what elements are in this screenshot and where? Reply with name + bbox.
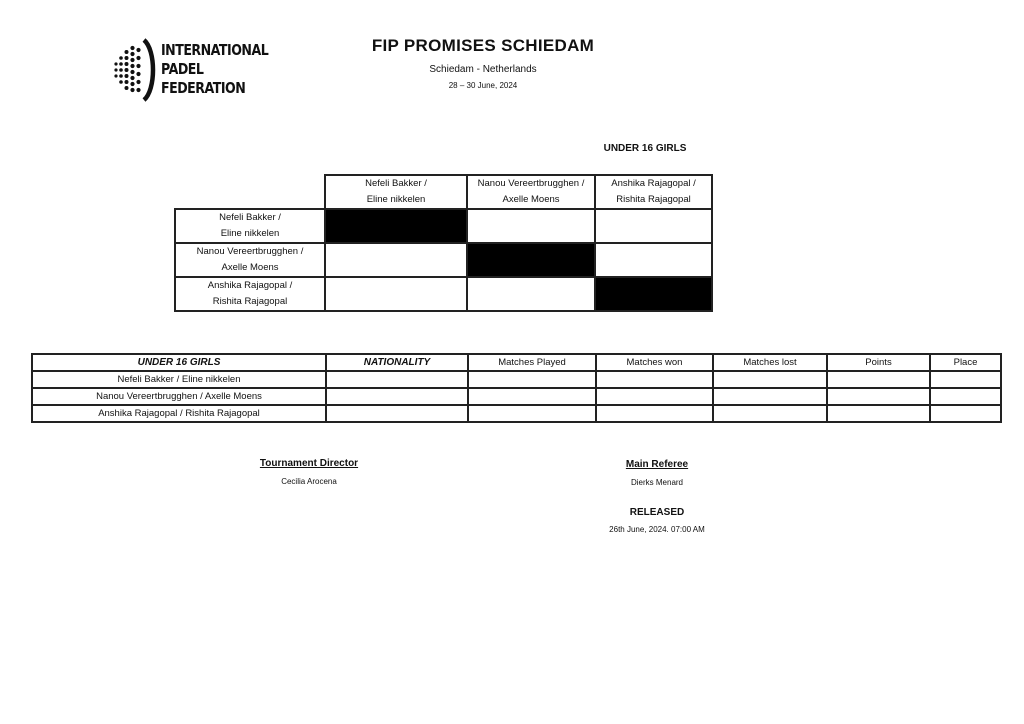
- standings-cell: [326, 371, 468, 388]
- grid-row-header-1-line2: Eline nikkelen: [220, 228, 280, 239]
- standings-cell: [713, 371, 827, 388]
- standings-cell: [326, 405, 468, 422]
- standings-cell: [827, 405, 930, 422]
- standings-team-name: Nanou Vereertbrugghen / Axelle Moens: [32, 388, 326, 405]
- standings-cell: [596, 371, 713, 388]
- standings-header-points: Points: [827, 354, 930, 371]
- grid-blocked-cell: [325, 209, 467, 243]
- fip-logo-wordmark: [161, 41, 268, 98]
- standings-cell: [468, 371, 596, 388]
- grid-score-cell: [325, 243, 467, 277]
- released-date: 26th June, 2024. 07:00 AM: [609, 525, 705, 534]
- grid-col-header-3: [595, 175, 712, 209]
- standings-cell: [930, 371, 1001, 388]
- standings-cell: [468, 405, 596, 422]
- main-referee-name: Dierks Menard: [630, 478, 683, 487]
- tournament-dates: 28 – 30 June, 2024: [448, 81, 518, 90]
- grid-corner-cell: [175, 175, 325, 209]
- standings-cell: [930, 388, 1001, 405]
- grid-row-header-2-line2: Axelle Moens: [221, 262, 279, 273]
- standings-header-won: Matches won: [596, 354, 713, 371]
- standings-cell: [713, 405, 827, 422]
- grid-row-header-2-line1: Nanou Vereertbrugghen /: [196, 246, 304, 257]
- standings-cell: [713, 388, 827, 405]
- standings-cell: [930, 405, 1001, 422]
- standings-header-category: UNDER 16 GIRLS: [32, 354, 326, 371]
- grid-score-cell: [467, 209, 595, 243]
- standings-cell: [827, 371, 930, 388]
- logo-line-3: FEDERATION: [161, 79, 246, 97]
- standings-team-name: Nefeli Bakker / Eline nikkelen: [32, 371, 326, 388]
- standings-header-lost: Matches lost: [713, 354, 827, 371]
- grid-row-header-1-line1: Nefeli Bakker /: [219, 212, 281, 223]
- logo-line-2: PADEL: [161, 60, 204, 78]
- fip-logo-mark-icon: [112, 38, 156, 102]
- grid-col-header-1-line2: Eline nikkelen: [366, 194, 426, 205]
- grid-row-1: [175, 209, 712, 243]
- grid-col-header-1-line1: Nefeli Bakker /: [365, 178, 427, 189]
- grid-col-header-2: [467, 175, 595, 209]
- standings-cell: [596, 405, 713, 422]
- grid-row-header-3-line1: Anshika Rajagopal /: [207, 280, 293, 291]
- table-row: [32, 405, 1001, 422]
- grid-score-cell: [325, 277, 467, 311]
- grid-blocked-cell: [595, 277, 712, 311]
- tournament-director-name: Cecilia Arocena: [281, 477, 337, 486]
- logo-line-1: INTERNATIONAL: [161, 41, 269, 59]
- main-referee-title: Main Referee: [625, 459, 689, 470]
- standings-cell: [326, 388, 468, 405]
- standings-header-nationality: NATIONALITY: [326, 354, 468, 371]
- grid-col-header-2-line1: Nanou Vereertbrugghen /: [477, 178, 585, 189]
- table-row: [32, 388, 1001, 405]
- round-robin-grid: [174, 174, 713, 312]
- standings-header-row: [32, 354, 1001, 371]
- grid-col-header-3-line2: Rishita Rajagopal: [616, 194, 691, 205]
- tournament-director-title: Tournament Director: [259, 458, 359, 469]
- grid-col-header-3-line1: Anshika Rajagopal /: [611, 178, 696, 189]
- standings-team-name: Anshika Rajagopal / Rishita Rajagopal: [32, 405, 326, 422]
- standings-table: [31, 353, 1002, 423]
- grid-col-header-2-line2: Axelle Moens: [502, 194, 560, 205]
- table-row: [32, 371, 1001, 388]
- grid-row-3: [175, 277, 712, 311]
- standings-header-played: Matches Played: [468, 354, 596, 371]
- standings-header-place: Place: [930, 354, 1001, 371]
- standings-cell: [596, 388, 713, 405]
- grid-row-2: [175, 243, 712, 277]
- standings-cell: [827, 388, 930, 405]
- grid-col-header-1: [325, 175, 467, 209]
- grid-header-row: [175, 175, 712, 209]
- fip-logo: [112, 38, 272, 102]
- grid-score-cell: [595, 243, 712, 277]
- grid-score-cell: [467, 277, 595, 311]
- grid-row-header-1: [175, 209, 325, 243]
- grid-row-header-2: [175, 243, 325, 277]
- tournament-title: FIP PROMISES SCHIEDAM: [371, 36, 595, 55]
- grid-blocked-cell: [467, 243, 595, 277]
- tournament-location: Schiedam - Netherlands: [429, 64, 537, 75]
- released-label: RELEASED: [629, 507, 685, 518]
- grid-score-cell: [595, 209, 712, 243]
- grid-row-header-3-line2: Rishita Rajagopal: [212, 296, 288, 307]
- standings-cell: [468, 388, 596, 405]
- grid-row-header-3: [175, 277, 325, 311]
- category-heading: UNDER 16 GIRLS: [603, 143, 687, 154]
